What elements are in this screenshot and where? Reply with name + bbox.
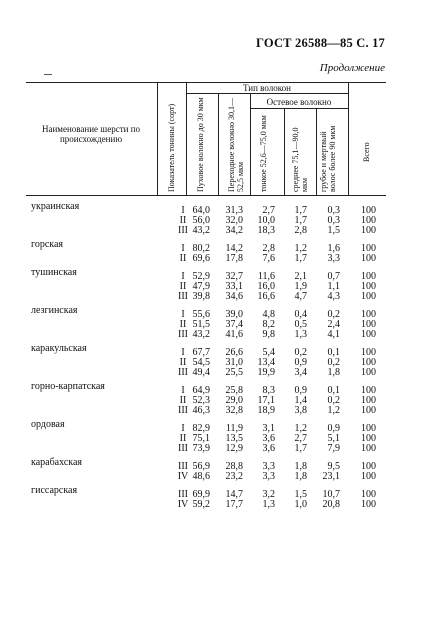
col-rule-4 <box>250 93 251 196</box>
value-cell: 1,5 <box>327 225 340 236</box>
value-cell: 5,4 <box>262 347 275 358</box>
table-row <box>26 292 386 302</box>
value-cell: 4,7 <box>294 291 307 302</box>
value-cell: 100 <box>361 253 376 264</box>
table-row <box>26 444 386 454</box>
continuation-label: Продолжение <box>319 62 385 74</box>
value-cell: 25,8 <box>225 385 243 396</box>
value-cell: 18,3 <box>257 225 275 236</box>
table-header <box>26 82 386 196</box>
table-row <box>26 226 386 236</box>
value-cell: 7,9 <box>327 443 340 454</box>
value-cell: 16,6 <box>257 291 275 302</box>
value-cell: 100 <box>361 215 376 226</box>
grade-cell: I <box>181 205 185 216</box>
value-cell: 0,7 <box>327 271 340 282</box>
grade-cell: III <box>178 443 188 454</box>
column-header-awn: Остевое волокно <box>266 97 332 107</box>
col-rule-1 <box>157 82 158 196</box>
value-cell: 4,1 <box>327 329 340 340</box>
table-group <box>26 381 386 416</box>
value-cell: 2,4 <box>327 319 340 330</box>
value-cell: 64,9 <box>192 385 210 396</box>
value-cell: 1,7 <box>294 205 307 216</box>
table-row <box>26 254 386 264</box>
value-cell: 100 <box>361 271 376 282</box>
table-row <box>26 368 386 378</box>
value-cell: 80,2 <box>192 243 210 254</box>
value-cell: 3,6 <box>262 433 275 444</box>
table-group <box>26 305 386 340</box>
grade-cell: I <box>181 243 185 254</box>
grade-cell: II <box>179 319 187 330</box>
col-rule-3 <box>218 93 219 196</box>
value-cell: 100 <box>361 471 376 482</box>
value-cell: 0,5 <box>294 319 307 330</box>
value-cell: 52,3 <box>192 395 210 406</box>
value-cell: 7,6 <box>262 253 275 264</box>
value-cell: 100 <box>361 347 376 358</box>
grade-cell: II <box>179 395 187 406</box>
value-cell: 82,9 <box>192 423 210 434</box>
value-cell: 1,7 <box>294 443 307 454</box>
grade-cell: IV <box>177 471 189 482</box>
value-cell: 1,3 <box>294 329 307 340</box>
grade-cell: II <box>179 281 187 292</box>
value-cell: 0,3 <box>327 215 340 226</box>
value-cell: 9,8 <box>262 329 275 340</box>
value-cell: 10,0 <box>257 215 275 226</box>
value-cell: 59,2 <box>192 499 210 510</box>
grade-cell: III <box>178 461 188 472</box>
column-header-awn-thin: тонкое 52,6—75,0 мкм <box>259 115 268 192</box>
value-cell: 18,9 <box>257 405 275 416</box>
value-cell: 14,7 <box>225 489 243 500</box>
value-cell: 52,9 <box>192 271 210 282</box>
value-cell: 0,2 <box>327 395 340 406</box>
value-cell: 49,4 <box>192 367 210 378</box>
value-cell: 1,7 <box>294 253 307 264</box>
value-cell: 100 <box>361 385 376 396</box>
column-header-grade: Показатель тонины (сорт) <box>167 103 176 192</box>
value-cell: 20,8 <box>322 499 340 510</box>
grade-cell: II <box>179 433 187 444</box>
value-cell: 100 <box>361 443 376 454</box>
value-cell: 3,3 <box>262 471 275 482</box>
col-rule-5 <box>284 108 285 196</box>
value-cell: 100 <box>361 489 376 500</box>
value-cell: 100 <box>361 367 376 378</box>
value-cell: 46,3 <box>192 405 210 416</box>
value-cell: 33,1 <box>225 281 243 292</box>
value-cell: 73,9 <box>192 443 210 454</box>
wool-origin-name: украинская <box>31 201 80 212</box>
column-header-name: Наименование шерсти по происхождению <box>41 124 141 144</box>
value-cell: 0,4 <box>294 309 307 320</box>
value-cell: 2,7 <box>294 433 307 444</box>
grade-cell: II <box>179 253 187 264</box>
value-cell: 0,9 <box>294 357 307 368</box>
value-cell: 55,6 <box>192 309 210 320</box>
value-cell: 34,6 <box>225 291 243 302</box>
col-rule-2 <box>186 82 187 196</box>
value-cell: 11,6 <box>257 271 275 282</box>
value-cell: 39,8 <box>192 291 210 302</box>
value-cell: 100 <box>361 461 376 472</box>
value-cell: 100 <box>361 329 376 340</box>
value-cell: 1,2 <box>294 243 307 254</box>
value-cell: 13,4 <box>257 357 275 368</box>
value-cell: 100 <box>361 433 376 444</box>
value-cell: 31,0 <box>225 357 243 368</box>
value-cell: 28,8 <box>225 461 243 472</box>
value-cell: 3,3 <box>327 253 340 264</box>
value-cell: 1,2 <box>294 423 307 434</box>
margin-mark <box>44 74 52 75</box>
value-cell: 34,2 <box>225 225 243 236</box>
column-header-awn-medium: среднее 75,1—90,0 мкм <box>291 127 309 192</box>
value-cell: 16,0 <box>257 281 275 292</box>
value-cell: 1,8 <box>294 461 307 472</box>
value-cell: 0,2 <box>294 347 307 358</box>
value-cell: 5,1 <box>327 433 340 444</box>
value-cell: 4,3 <box>327 291 340 302</box>
value-cell: 39,0 <box>225 309 243 320</box>
grade-cell: III <box>178 405 188 416</box>
table-row <box>26 472 386 482</box>
value-cell: 32,0 <box>225 215 243 226</box>
value-cell: 43,2 <box>192 225 210 236</box>
table-group <box>26 267 386 302</box>
value-cell: 100 <box>361 291 376 302</box>
wool-origin-name: горно-карпатская <box>31 381 105 392</box>
header-rule-fiber-type <box>186 93 348 94</box>
table-group <box>26 457 386 482</box>
value-cell: 1,0 <box>294 499 307 510</box>
value-cell: 47,9 <box>192 281 210 292</box>
value-cell: 3,4 <box>294 367 307 378</box>
value-cell: 11,9 <box>225 423 243 434</box>
value-cell: 1,8 <box>294 471 307 482</box>
column-header-down: Пуховое волокно до 30 мкм <box>196 97 205 192</box>
value-cell: 0,3 <box>327 205 340 216</box>
value-cell: 3,6 <box>262 443 275 454</box>
value-cell: 69,6 <box>192 253 210 264</box>
column-header-total: Всего <box>362 142 371 162</box>
value-cell: 1,8 <box>327 367 340 378</box>
value-cell: 100 <box>361 243 376 254</box>
table-body <box>26 201 386 510</box>
value-cell: 1,1 <box>327 281 340 292</box>
document-header: ГОСТ 26588—85 С. 17 <box>256 36 385 50</box>
value-cell: 25,5 <box>225 367 243 378</box>
value-cell: 32,7 <box>225 271 243 282</box>
value-cell: 8,2 <box>262 319 275 330</box>
grade-cell: III <box>178 329 188 340</box>
column-header-transitional: Переходное волокно 30,1—52,5 мкм <box>227 97 245 192</box>
grade-cell: I <box>181 423 185 434</box>
value-cell: 100 <box>361 405 376 416</box>
value-cell: 1,4 <box>294 395 307 406</box>
column-header-awn-coarse: грубое и мертвый волос более 90 мкм <box>319 125 337 192</box>
wool-origin-name: гиссарская <box>31 485 78 496</box>
value-cell: 48,6 <box>192 471 210 482</box>
wool-origin-name: карабахская <box>31 457 83 468</box>
value-cell: 100 <box>361 319 376 330</box>
value-cell: 0,9 <box>327 423 340 434</box>
value-cell: 100 <box>361 205 376 216</box>
value-cell: 4,8 <box>262 309 275 320</box>
wool-origin-name: лезгинская <box>31 305 78 316</box>
grade-cell: II <box>179 357 187 368</box>
value-cell: 1,5 <box>294 489 307 500</box>
value-cell: 13,5 <box>225 433 243 444</box>
value-cell: 1,7 <box>294 215 307 226</box>
grade-cell: I <box>181 347 185 358</box>
value-cell: 17,1 <box>257 395 275 406</box>
value-cell: 31,3 <box>225 205 243 216</box>
value-cell: 100 <box>361 281 376 292</box>
value-cell: 100 <box>361 225 376 236</box>
table-group <box>26 485 386 510</box>
value-cell: 2,7 <box>262 205 275 216</box>
value-cell: 0,9 <box>294 385 307 396</box>
value-cell: 23,1 <box>322 471 340 482</box>
value-cell: 2,1 <box>294 271 307 282</box>
value-cell: 51,5 <box>192 319 210 330</box>
grade-cell: III <box>178 367 188 378</box>
header-bottom-rule <box>26 195 386 196</box>
table-row <box>26 330 386 340</box>
value-cell: 100 <box>361 309 376 320</box>
value-cell: 17,8 <box>225 253 243 264</box>
grade-cell: III <box>178 225 188 236</box>
table-row <box>26 406 386 416</box>
value-cell: 3,8 <box>294 405 307 416</box>
value-cell: 37,4 <box>225 319 243 330</box>
value-cell: 26,6 <box>225 347 243 358</box>
value-cell: 75,1 <box>192 433 210 444</box>
wool-origin-name: ордовая <box>31 419 65 430</box>
value-cell: 100 <box>361 423 376 434</box>
value-cell: 1,2 <box>327 405 340 416</box>
value-cell: 10,7 <box>322 489 340 500</box>
value-cell: 14,2 <box>225 243 243 254</box>
value-cell: 100 <box>361 357 376 368</box>
value-cell: 12,9 <box>225 443 243 454</box>
value-cell: 1,3 <box>262 499 275 510</box>
value-cell: 56,0 <box>192 215 210 226</box>
value-cell: 3,1 <box>262 423 275 434</box>
value-cell: 3,2 <box>262 489 275 500</box>
value-cell: 1,6 <box>327 243 340 254</box>
value-cell: 56,9 <box>192 461 210 472</box>
wool-origin-name: каракульская <box>31 343 87 354</box>
value-cell: 0,1 <box>327 385 340 396</box>
value-cell: 54,5 <box>192 357 210 368</box>
value-cell: 19,9 <box>257 367 275 378</box>
value-cell: 23,2 <box>225 471 243 482</box>
table-row <box>26 500 386 510</box>
value-cell: 41,6 <box>225 329 243 340</box>
value-cell: 9,5 <box>327 461 340 472</box>
wool-origin-name: тушинская <box>31 267 77 278</box>
grade-cell: III <box>178 489 188 500</box>
table-group <box>26 201 386 236</box>
table-group <box>26 343 386 378</box>
value-cell: 2,8 <box>294 225 307 236</box>
wool-origin-name: горская <box>31 239 64 250</box>
value-cell: 17,7 <box>225 499 243 510</box>
value-cell: 0,1 <box>327 347 340 358</box>
value-cell: 32,8 <box>225 405 243 416</box>
header-rule-awn <box>250 108 348 109</box>
value-cell: 8,3 <box>262 385 275 396</box>
col-rule-6 <box>316 108 317 196</box>
col-rule-7 <box>348 82 349 196</box>
grade-cell: I <box>181 271 185 282</box>
value-cell: 0,2 <box>327 357 340 368</box>
grade-cell: III <box>178 291 188 302</box>
value-cell: 69,9 <box>192 489 210 500</box>
value-cell: 0,2 <box>327 309 340 320</box>
column-header-fiber-type: Тип волокон <box>243 83 291 93</box>
value-cell: 2,8 <box>262 243 275 254</box>
value-cell: 67,7 <box>192 347 210 358</box>
table-group <box>26 419 386 454</box>
value-cell: 3,3 <box>262 461 275 472</box>
grade-cell: IV <box>177 499 189 510</box>
value-cell: 29,0 <box>225 395 243 406</box>
value-cell: 64,0 <box>192 205 210 216</box>
value-cell: 43,2 <box>192 329 210 340</box>
grade-cell: I <box>181 309 185 320</box>
grade-cell: I <box>181 385 185 396</box>
value-cell: 100 <box>361 395 376 406</box>
grade-cell: II <box>179 215 187 226</box>
table-group <box>26 239 386 264</box>
value-cell: 100 <box>361 499 376 510</box>
value-cell: 1,9 <box>294 281 307 292</box>
